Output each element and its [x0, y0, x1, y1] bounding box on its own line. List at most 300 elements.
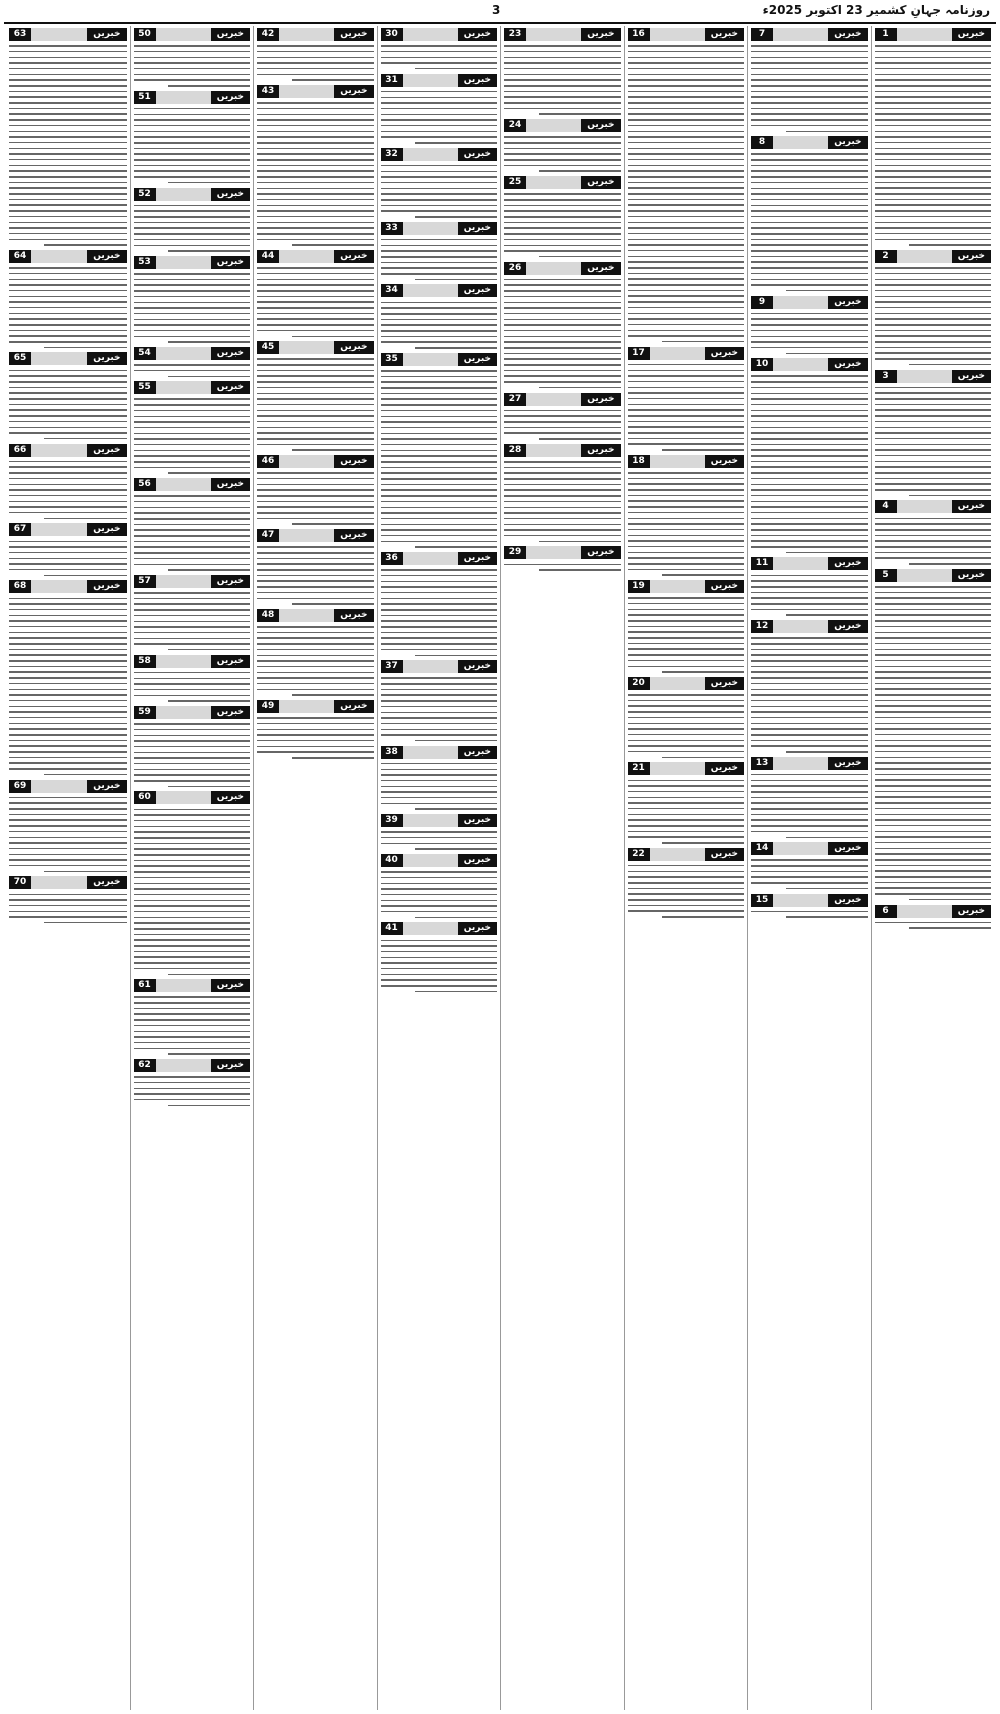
text-line	[134, 900, 251, 902]
news-item	[257, 529, 374, 605]
text-line	[9, 267, 127, 269]
masthead-rule	[4, 22, 996, 24]
news-item-body	[751, 375, 868, 553]
text-line	[9, 854, 127, 856]
text-line	[751, 336, 868, 338]
text-line	[134, 883, 251, 885]
text-line	[628, 244, 745, 246]
news-item-body	[381, 45, 498, 69]
text-line	[134, 837, 251, 839]
news-item-body	[9, 370, 127, 440]
text-line	[9, 825, 127, 827]
text-line	[875, 165, 992, 167]
text-line	[381, 729, 498, 731]
text-line	[257, 375, 374, 377]
news-item-header	[504, 176, 621, 189]
text-line	[9, 768, 127, 770]
text-line	[628, 723, 745, 725]
news-item	[257, 609, 374, 696]
news-item-label: خبریں	[952, 569, 991, 582]
news-item-header	[134, 28, 251, 41]
text-line	[381, 416, 498, 418]
text-line	[751, 637, 868, 639]
text-line	[875, 779, 992, 781]
text-line	[44, 244, 126, 246]
text-line	[9, 62, 127, 64]
text-line	[875, 745, 992, 747]
news-item-label: خبریں	[828, 358, 867, 371]
text-line	[292, 694, 374, 696]
text-line	[134, 416, 251, 418]
news-item-body	[504, 461, 621, 542]
news-item-label: خبریں	[334, 28, 373, 41]
news-item	[504, 393, 621, 440]
text-line	[875, 45, 992, 47]
text-line	[381, 797, 498, 799]
text-line	[875, 91, 992, 93]
news-item-label: خبریں	[211, 347, 250, 360]
news-item-body	[257, 626, 374, 696]
text-line	[504, 324, 621, 326]
news-item-header-bar	[156, 256, 211, 269]
text-line	[628, 375, 745, 377]
text-line	[875, 279, 992, 281]
text-line	[628, 643, 745, 645]
text-line	[381, 97, 498, 99]
text-line	[9, 654, 127, 656]
text-line	[257, 222, 374, 224]
text-line	[9, 711, 127, 713]
news-item-header	[504, 119, 621, 132]
text-line	[875, 922, 992, 924]
text-line	[381, 330, 498, 332]
text-line	[504, 85, 621, 87]
news-item-header	[9, 876, 127, 889]
text-line	[134, 512, 251, 514]
text-line	[134, 769, 251, 771]
text-line	[257, 506, 374, 508]
news-item-body	[504, 193, 621, 257]
text-line	[381, 507, 498, 509]
news-item-header	[381, 814, 498, 827]
text-line	[628, 381, 745, 383]
news-item-header-bar	[279, 700, 334, 713]
text-line	[381, 786, 498, 788]
text-line	[134, 826, 251, 828]
news-item-header-bar	[156, 91, 211, 104]
text-line	[257, 563, 374, 565]
text-line	[381, 427, 498, 429]
text-line	[257, 170, 374, 172]
text-line	[9, 182, 127, 184]
text-line	[628, 711, 745, 713]
text-line	[662, 757, 744, 759]
text-line	[257, 586, 374, 588]
text-line	[134, 57, 251, 59]
text-line	[257, 233, 374, 235]
text-line	[875, 222, 992, 224]
news-item-body	[381, 302, 498, 349]
text-line	[875, 586, 992, 588]
text-line	[504, 57, 621, 59]
news-item	[9, 444, 127, 520]
news-item-body	[751, 859, 868, 889]
text-line	[875, 518, 992, 520]
text-line	[751, 250, 868, 252]
news-item-number: 47	[257, 529, 279, 542]
text-line	[134, 245, 251, 247]
news-item-body	[751, 575, 868, 616]
text-line	[504, 484, 621, 486]
text-line	[751, 85, 868, 87]
news-item	[628, 347, 745, 451]
text-line	[168, 376, 250, 378]
text-line	[9, 119, 127, 121]
text-line	[9, 375, 127, 377]
news-item-label: خبریں	[211, 188, 250, 201]
text-line	[134, 939, 251, 941]
text-line	[751, 102, 868, 104]
text-line	[134, 1025, 251, 1027]
news-item-header	[504, 262, 621, 275]
news-item-header	[751, 894, 868, 907]
text-line	[628, 193, 745, 195]
news-item-number: 18	[628, 455, 650, 468]
text-line	[751, 51, 868, 53]
news-item-number: 29	[504, 546, 526, 559]
news-item-label: خبریں	[211, 1059, 250, 1072]
text-line	[381, 689, 498, 691]
text-line	[134, 638, 251, 640]
text-line	[9, 694, 127, 696]
news-item-number: 24	[504, 119, 526, 132]
text-line	[9, 51, 127, 53]
text-line	[504, 239, 621, 241]
news-item	[134, 1059, 251, 1106]
text-line	[257, 489, 374, 491]
text-line	[628, 102, 745, 104]
text-line	[875, 74, 992, 76]
text-line	[875, 626, 992, 628]
text-line	[628, 250, 745, 252]
news-item-header-bar	[403, 222, 458, 235]
text-line	[381, 376, 498, 378]
news-item-body	[875, 586, 992, 900]
text-line	[134, 546, 251, 548]
text-line	[786, 353, 868, 355]
news-item-body	[875, 45, 992, 246]
text-line	[628, 648, 745, 650]
text-line	[875, 774, 992, 776]
news-item	[751, 557, 868, 616]
text-line	[751, 256, 868, 258]
news-item	[751, 894, 868, 918]
text-line	[539, 541, 621, 543]
text-line	[134, 564, 251, 566]
news-item-label: خبریں	[211, 706, 250, 719]
text-line	[257, 438, 374, 440]
news-item-body	[134, 723, 251, 787]
text-line	[257, 131, 374, 133]
text-line	[504, 518, 621, 520]
text-line	[875, 609, 992, 611]
text-line	[415, 68, 497, 70]
text-line	[381, 712, 498, 714]
text-line	[292, 603, 374, 605]
text-line	[751, 347, 868, 349]
news-item-number: 28	[504, 444, 526, 457]
news-item	[751, 620, 868, 752]
text-line	[134, 865, 251, 867]
text-line	[9, 802, 127, 804]
text-line	[751, 717, 868, 719]
text-line	[9, 620, 127, 622]
text-line	[257, 518, 374, 520]
text-line	[9, 558, 127, 560]
text-line	[9, 865, 127, 867]
text-line	[134, 763, 251, 765]
text-line	[751, 284, 868, 286]
text-line	[539, 387, 621, 389]
text-line	[751, 814, 868, 816]
text-line	[504, 290, 621, 292]
news-item-header	[381, 222, 498, 235]
text-line	[751, 210, 868, 212]
news-item-label: خبریں	[828, 620, 867, 633]
text-line	[504, 136, 621, 138]
text-line	[875, 352, 992, 354]
news-item-header-bar	[31, 444, 87, 457]
text-line	[628, 717, 745, 719]
news-item-label: خبریں	[211, 791, 250, 804]
text-line	[751, 592, 868, 594]
news-item-header	[875, 250, 992, 263]
text-line	[257, 62, 374, 64]
text-line	[9, 296, 127, 298]
text-line	[504, 205, 621, 207]
text-line	[751, 444, 868, 446]
text-line	[381, 951, 498, 953]
text-line	[134, 62, 251, 64]
text-line	[504, 353, 621, 355]
news-item-number: 13	[751, 757, 773, 770]
text-line	[751, 324, 868, 326]
news-item-body	[381, 91, 498, 144]
text-line	[9, 136, 127, 138]
news-item-body	[504, 410, 621, 440]
news-item	[257, 250, 374, 337]
text-line	[628, 227, 745, 229]
news-item	[751, 28, 868, 132]
text-line	[628, 814, 745, 816]
text-line	[292, 336, 374, 338]
news-item-label: خبریں	[581, 262, 620, 275]
news-item-number: 50	[134, 28, 156, 41]
text-line	[751, 831, 868, 833]
news-item-header	[257, 250, 374, 263]
news-item-label: خبریں	[828, 557, 867, 570]
text-line	[751, 455, 868, 457]
text-line	[9, 478, 127, 480]
news-item-header-bar	[31, 523, 87, 536]
text-line	[381, 626, 498, 628]
text-line	[9, 797, 127, 799]
text-line	[415, 347, 497, 349]
text-line	[504, 62, 621, 64]
text-line	[134, 592, 251, 594]
news-item-header-bar	[403, 552, 458, 565]
text-line	[9, 409, 127, 411]
text-line	[628, 222, 745, 224]
text-line	[875, 853, 992, 855]
text-line	[628, 523, 745, 525]
text-line	[257, 290, 374, 292]
text-line	[875, 529, 992, 531]
text-line	[875, 523, 992, 525]
text-line	[751, 825, 868, 827]
news-item-header-bar	[156, 188, 211, 201]
text-line	[628, 529, 745, 531]
text-line	[504, 233, 621, 235]
text-line	[381, 911, 498, 913]
text-line	[257, 734, 374, 736]
news-item-body	[875, 387, 992, 497]
news-item-header	[751, 136, 868, 149]
text-line	[628, 865, 745, 867]
text-line	[504, 370, 621, 372]
news-item-header-bar	[403, 353, 458, 366]
text-line	[504, 410, 621, 412]
text-line	[381, 603, 498, 605]
text-line	[628, 176, 745, 178]
news-item-header	[381, 746, 498, 759]
news-item	[751, 136, 868, 291]
news-item	[381, 814, 498, 850]
news-item-number: 2	[875, 250, 897, 263]
text-line	[9, 102, 127, 104]
text-line	[875, 848, 992, 850]
text-line	[751, 683, 868, 685]
text-line	[134, 501, 251, 503]
text-line	[381, 974, 498, 976]
news-item-number: 40	[381, 854, 403, 867]
text-line	[875, 227, 992, 229]
text-line	[381, 210, 498, 212]
text-line	[9, 598, 127, 600]
news-item-number: 15	[751, 894, 773, 907]
text-line	[381, 723, 498, 725]
news-item-body	[9, 45, 127, 246]
text-line	[134, 324, 251, 326]
text-line	[875, 540, 992, 542]
text-line	[134, 524, 251, 526]
news-item-header-bar	[156, 655, 211, 668]
text-line	[9, 421, 127, 423]
text-line	[751, 153, 868, 155]
text-line	[257, 512, 374, 514]
text-line	[751, 273, 868, 275]
text-line	[381, 319, 498, 321]
text-line	[628, 108, 745, 110]
text-line	[134, 831, 251, 833]
text-line	[257, 142, 374, 144]
text-line	[751, 671, 868, 673]
text-line	[292, 757, 374, 759]
text-line	[381, 307, 498, 309]
text-line	[9, 541, 127, 543]
text-line	[257, 296, 374, 298]
news-item-header	[134, 979, 251, 992]
news-item-number: 65	[9, 352, 31, 365]
text-line	[751, 62, 868, 64]
text-line	[628, 785, 745, 787]
text-line	[628, 660, 745, 662]
news-item-body	[381, 831, 498, 850]
text-line	[786, 614, 868, 616]
news-item	[875, 370, 992, 497]
text-line	[9, 204, 127, 206]
text-line	[134, 1031, 251, 1033]
text-line	[504, 307, 621, 309]
text-line	[381, 512, 498, 514]
text-line	[504, 284, 621, 286]
news-item-label: خبریں	[581, 28, 620, 41]
text-line	[134, 911, 251, 913]
text-line	[257, 108, 374, 110]
text-line	[628, 825, 745, 827]
news-item-body	[381, 940, 498, 993]
news-item	[381, 148, 498, 218]
news-item-number: 57	[134, 575, 156, 588]
news-item-header	[381, 284, 498, 297]
news-item-header	[751, 557, 868, 570]
text-line	[134, 615, 251, 617]
text-line	[381, 791, 498, 793]
news-item-header	[381, 28, 498, 41]
text-line	[381, 393, 498, 395]
text-line	[9, 615, 127, 617]
text-line	[381, 717, 498, 719]
text-line	[415, 740, 497, 742]
text-line	[504, 302, 621, 304]
text-line	[628, 557, 745, 559]
text-line	[134, 888, 251, 890]
news-item-body	[134, 996, 251, 1054]
text-line	[628, 307, 745, 309]
text-line	[257, 410, 374, 412]
text-line	[44, 347, 126, 349]
news-item-label: خبریں	[705, 347, 744, 360]
text-line	[381, 677, 498, 679]
text-line	[381, 250, 498, 252]
text-line	[257, 751, 374, 753]
text-line	[751, 216, 868, 218]
text-line	[751, 398, 868, 400]
news-item-body	[134, 45, 251, 86]
text-line	[134, 159, 251, 161]
text-line	[257, 114, 374, 116]
text-line	[134, 125, 251, 127]
text-line	[257, 746, 374, 748]
news-item-label: خبریں	[458, 148, 497, 161]
text-line	[415, 991, 497, 993]
news-item-header	[628, 580, 745, 593]
text-line	[381, 182, 498, 184]
text-line	[751, 165, 868, 167]
text-line	[751, 233, 868, 235]
text-line	[751, 170, 868, 172]
text-line	[504, 512, 621, 514]
